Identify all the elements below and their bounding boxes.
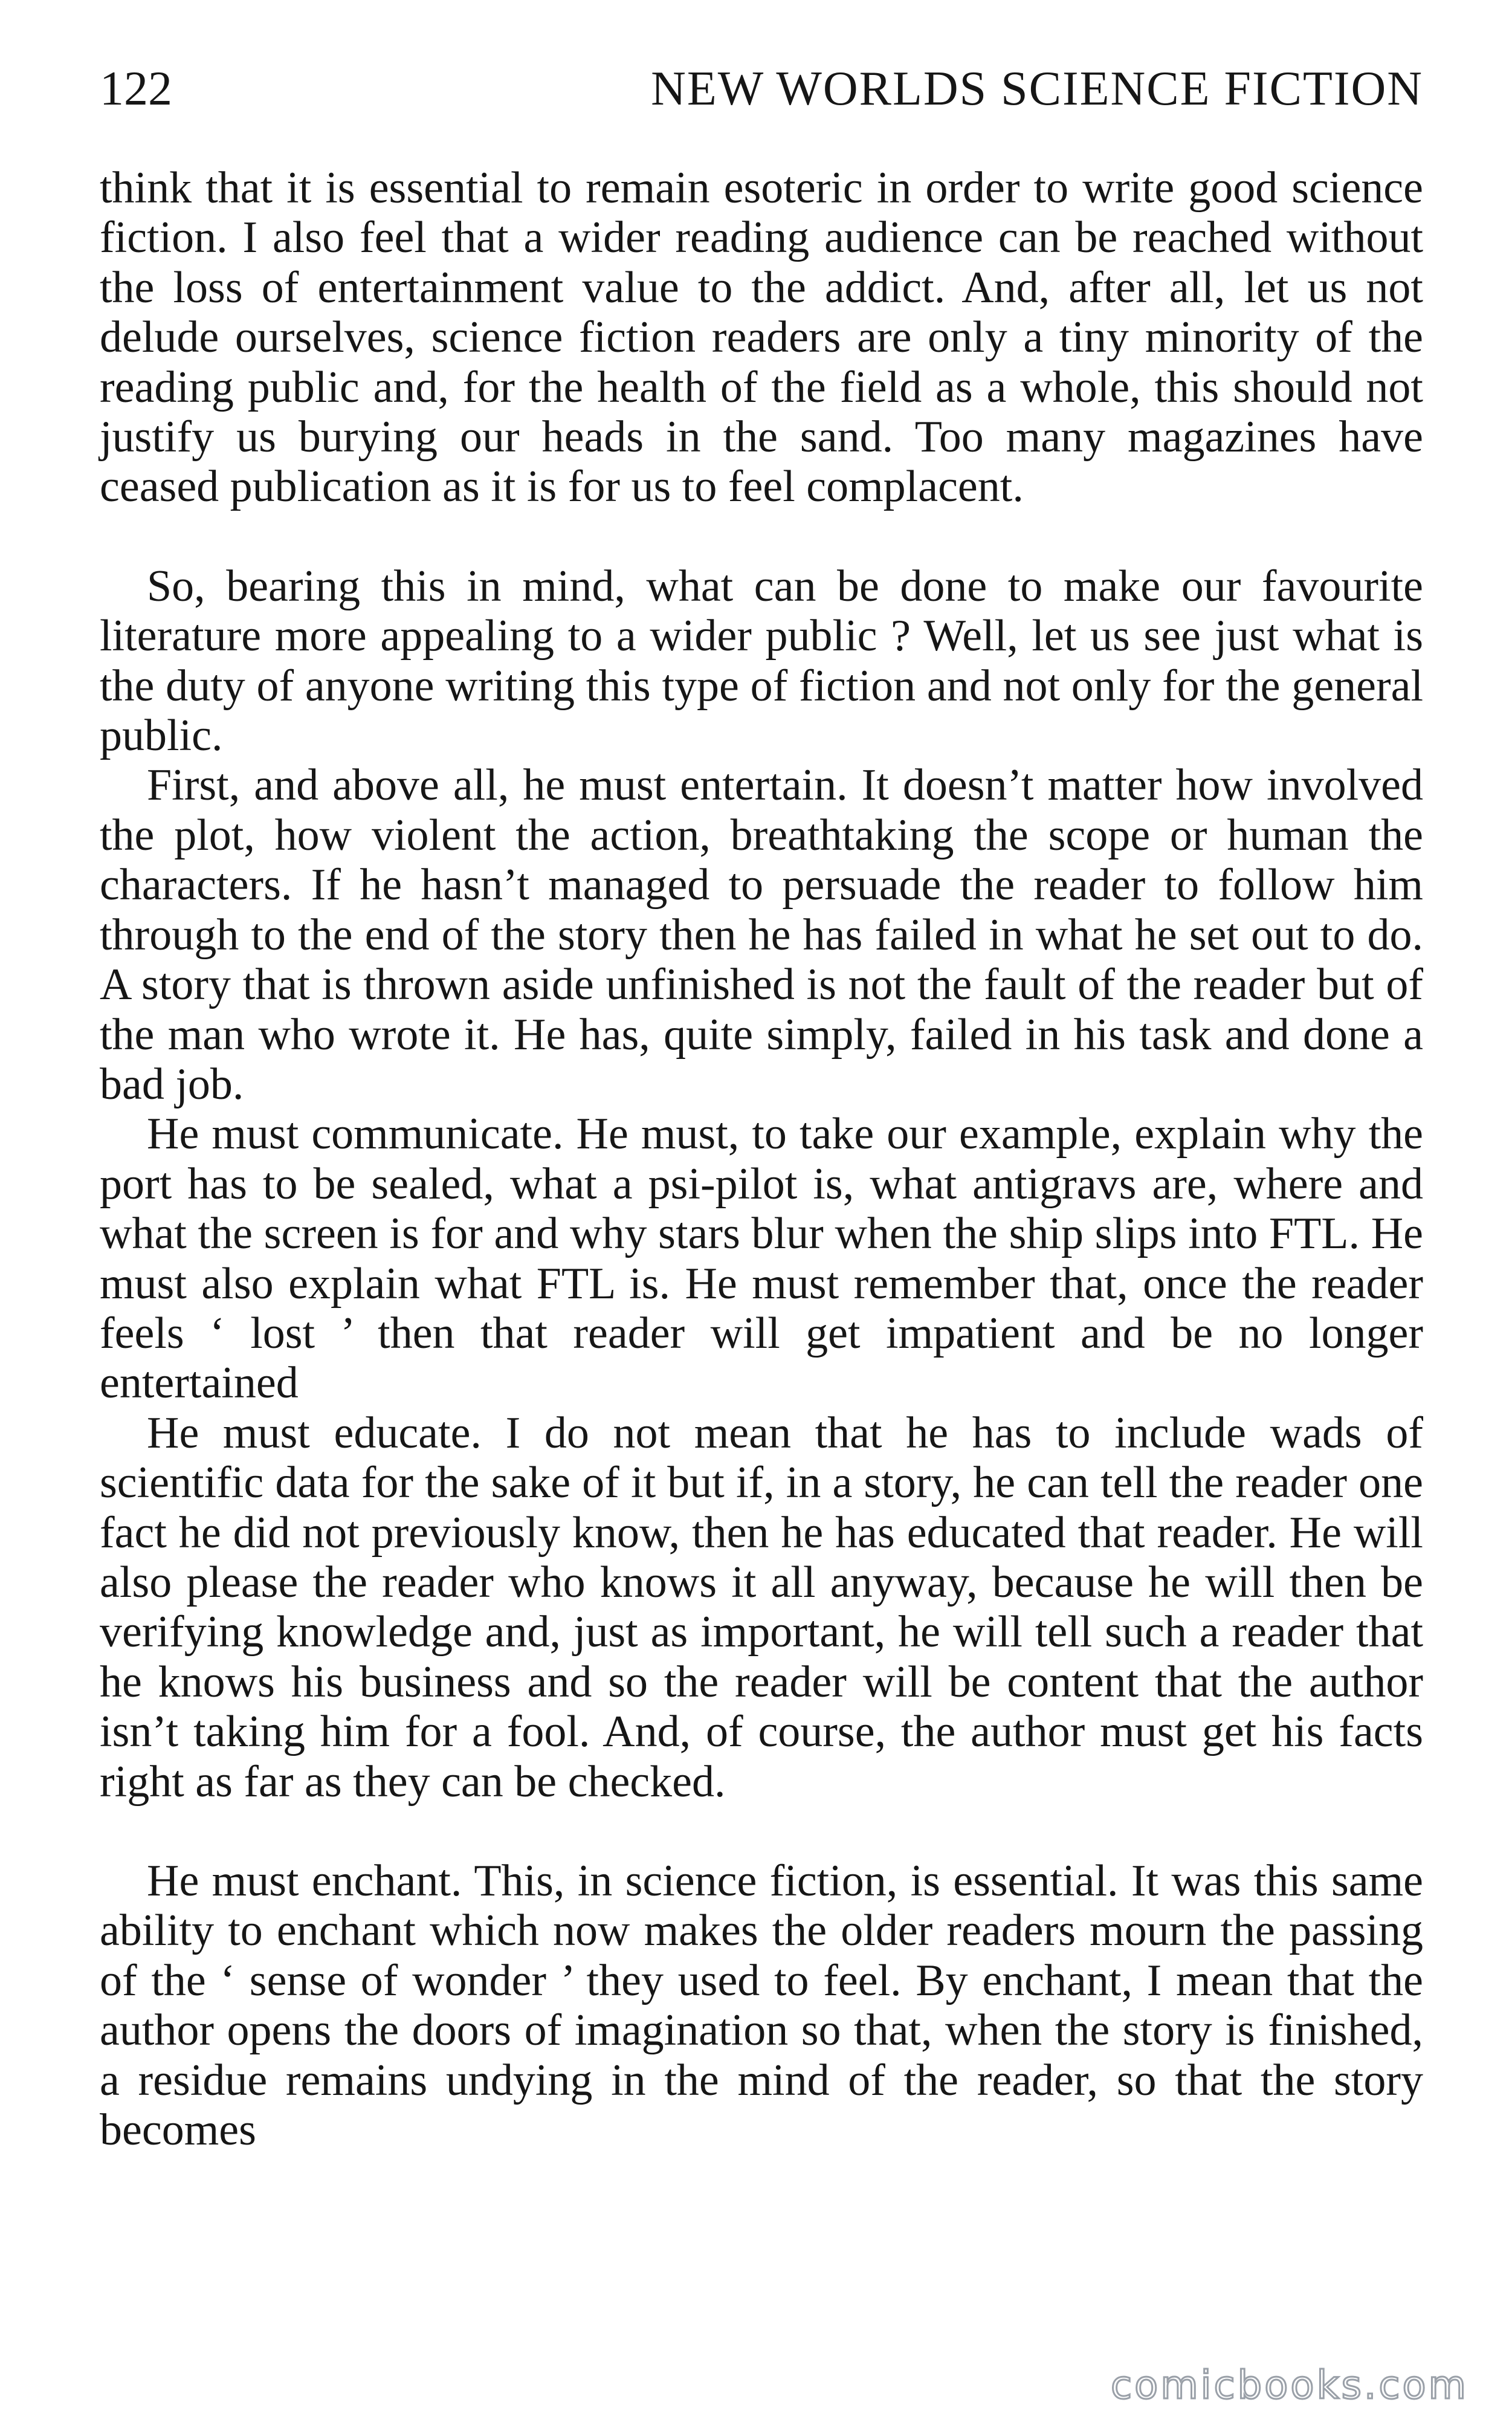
magazine-title: NEW WORLDS SCIENCE FICTION <box>651 62 1423 115</box>
paragraph-enchant: He must enchant. This, in science fiction, is essential. It was this same ability to enchant which now makes the older readers mourn the passing of the ‘ sense of wonder ’ they used to feel. By enchant, I mean that the author opens the doors of imagination so that, when the story is finished, a residue remains undying in the mind of the reader, so that the story becomes <box>100 1856 1423 2155</box>
paragraph-continuation: think that it is essential to remain esoteric in order to write good science fiction. I also feel that a wider reading audience can be reached without the loss of entertainment value to the addict. And, after all, let us not delude ourselves, science fiction readers are only a tiny minority of the reading public and, for the health of the field as a whole, this should not justify us burying our heads in the sand. Too many magazines have ceased publication as it is for us to feel complacent. <box>100 163 1423 512</box>
paragraph-educate: He must educate. I do not mean that he has to include wads of scientific data for the sake of it but if, in a story, he can tell the reader one fact he did not previously know, then he has educated that reader. He will also please the reader who knows it all anyway, because he will then be verifying knowledge and, just as important, he will tell such a reader that he knows his business and so the reader will be content that the author isn’t taking him for a fool. And, of course, the author must get his facts right as far as they can be checked. <box>100 1408 1423 1807</box>
paragraph-bearing-in-mind: So, bearing this in mind, what can be done to make our favourite literature more appealing to a wider public ? Well, let us see just what is the duty of anyone writing this type of fiction and not only for the general public. <box>100 561 1423 761</box>
page-number: 122 <box>100 62 172 115</box>
paragraph-communicate: He must communicate. He must, to take our example, explain why the port has to be sealed, what a psi-pilot is, what antigravs are, where and what the screen is for and why stars blur when the ship slips into FTL. He must also explain what FTL is. He must remember that, once the reader feels ‘ lost ’ then that reader will get impatient and be no longer entertained <box>100 1109 1423 1408</box>
paragraph-entertain: First, and above all, he must entertain. It doesn’t matter how involved the plot, how violent the action, breathtaking the scope or human the characters. If he hasn’t managed to persuade the reader to follow him through to the end of the story then he has failed in what he set out to do. A story that is thrown aside unfinished is not the fault of the reader but of the man who wrote it. He has, quite simply, failed in his task and done a bad job. <box>100 760 1423 1109</box>
site-watermark: comicbooks.com <box>1110 2363 1468 2408</box>
running-header <box>100 56 1423 122</box>
article-body <box>100 163 1423 2155</box>
